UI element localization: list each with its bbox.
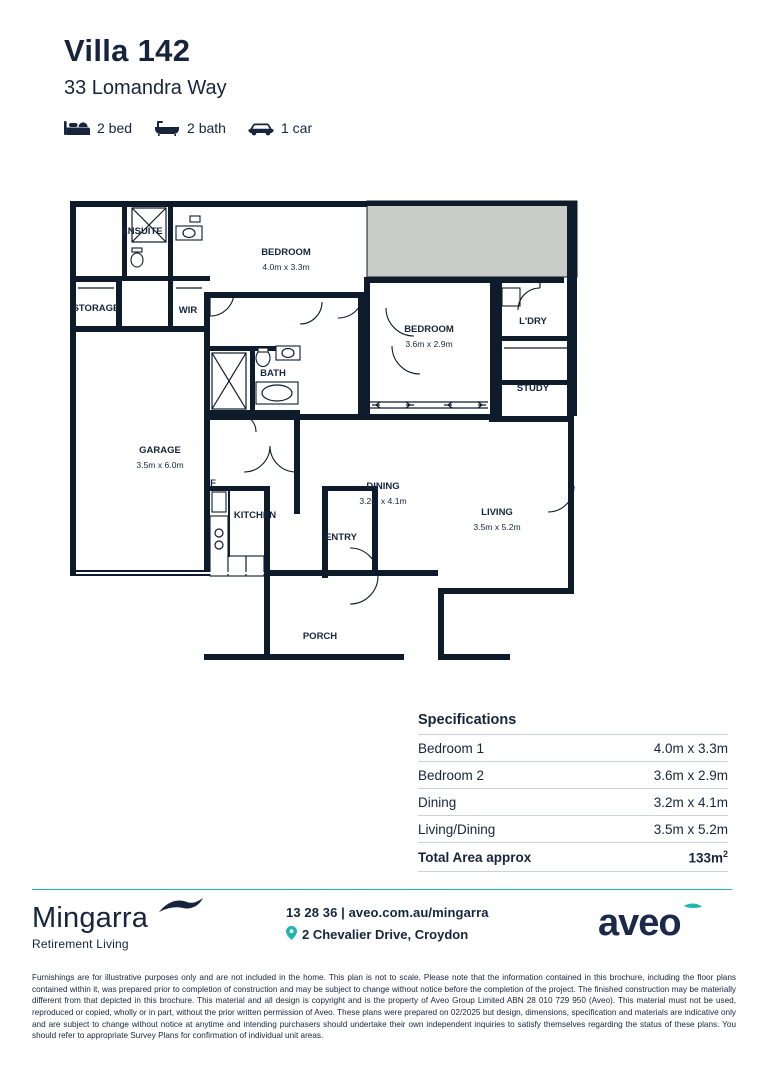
location-pin-icon (286, 926, 297, 943)
room-label-bedroom2: BEDROOM (404, 324, 454, 335)
specifications-title: Specifications (418, 712, 517, 728)
brand-name: Mingarra (32, 902, 149, 934)
spec-row-total (418, 842, 728, 872)
room-label-storage: STORAGE (72, 303, 120, 314)
room-label-wir: WIR (178, 305, 198, 316)
spec-value: 4.0m x 3.3m (653, 741, 728, 756)
spec-label: Living/Dining (418, 822, 496, 837)
spec-label: Bedroom 2 (418, 768, 485, 783)
contact-phone-web[interactable]: 13 28 36 | aveo.com.au/mingarra (286, 905, 489, 920)
page-title: Villa 142 (64, 33, 191, 68)
bath-icon (154, 120, 180, 136)
contact-address: 2 Chevalier Drive, Croydon (302, 927, 469, 942)
room-label-dining: DINING (366, 481, 400, 492)
feature-bed-label: 2 bed (97, 120, 133, 137)
disclaimer-text: Furnishings are for illustrative purposes only and are not included in the home. This plan is not to scale. Please note that the information contained in this brochure, including the floor plans contained within it, was prepared prior to completion of construction and may be subject to change without notice before the completion of the project. The finished construction may be materially different from that depicted in this brochure. This material and all design is copyright and is the property of Aveo Group Limited ABN 28 010 729 950 (Aveo). This material must not be used, reproduced or copied, wholly or in part, without the prior written permission of Aveo. These plans were prepared on 02/2025 but design, dimensions, specification and materials are indicative only and are subject to change without notice at anytime and intending purchasers should undertake their own independent inquiries to satisfy themselves regarding the status of these plans. You should refer to appropriate Survey Plans for confirmation of individual unit areas. (32, 973, 736, 1041)
feature-car-label: 1 car (280, 120, 313, 137)
bed-icon (64, 120, 90, 136)
room-label-bath: BATH (260, 368, 286, 379)
room-label-fridge: F (210, 478, 216, 489)
car-icon (248, 120, 274, 136)
feature-bed (64, 120, 132, 136)
room-label-ensuite: ENSUITE (121, 226, 163, 237)
total-area-number: 133m (688, 850, 723, 866)
room-dims-bedroom2: 3.6m x 2.9m (405, 339, 453, 349)
contact-address-row (286, 926, 489, 943)
total-area-label: Total Area approx (418, 849, 532, 865)
brand-tagline: Retirement Living (32, 937, 129, 951)
room-dims-living: 3.5m x 5.2m (473, 522, 521, 532)
room-dims-garage: 3.5m x 6.0m (136, 460, 184, 470)
feature-bath-label: 2 bath (187, 120, 226, 137)
header (64, 34, 312, 136)
room-label-ldry: L'DRY (519, 316, 547, 327)
room-label-study: STUDY (516, 383, 550, 394)
room-label-entry: ENTRY (325, 532, 357, 543)
specifications (418, 712, 728, 872)
spec-value: 3.5m x 5.2m (653, 822, 728, 837)
aveo-logo (598, 901, 726, 945)
svg-text:aveo: aveo (598, 902, 681, 944)
total-area-value (688, 849, 728, 866)
contact-block (286, 905, 489, 943)
spec-value: 3.6m x 2.9m (653, 768, 728, 783)
floor-plan (64, 196, 700, 676)
property-address: 33 Lomandra Way (64, 77, 227, 100)
mingarra-logo (32, 902, 148, 951)
spec-value: 3.2m x 4.1m (653, 795, 728, 810)
spec-row (418, 815, 728, 842)
room-label-living: LIVING (481, 507, 513, 518)
feature-car (248, 120, 312, 136)
room-dims-dining: 3.2m x 4.1m (359, 496, 407, 506)
spec-row (418, 734, 728, 761)
bird-icon (157, 896, 205, 923)
room-label-bedroom1: BEDROOM (261, 247, 311, 258)
feature-list (64, 120, 312, 136)
spec-row (418, 788, 728, 815)
total-area-superscript: 2 (722, 849, 728, 859)
spec-label: Dining (418, 795, 457, 810)
footer (32, 897, 732, 959)
room-label-garage: GARAGE (139, 445, 181, 456)
feature-bath (154, 120, 226, 136)
room-label-porch: PORCH (302, 631, 338, 642)
spec-row (418, 761, 728, 788)
footer-divider (32, 889, 732, 890)
spec-label: Bedroom 1 (418, 741, 485, 756)
room-label-kitchen: KITCHEN (233, 510, 277, 521)
room-dims-bedroom1: 4.0m x 3.3m (262, 262, 310, 272)
